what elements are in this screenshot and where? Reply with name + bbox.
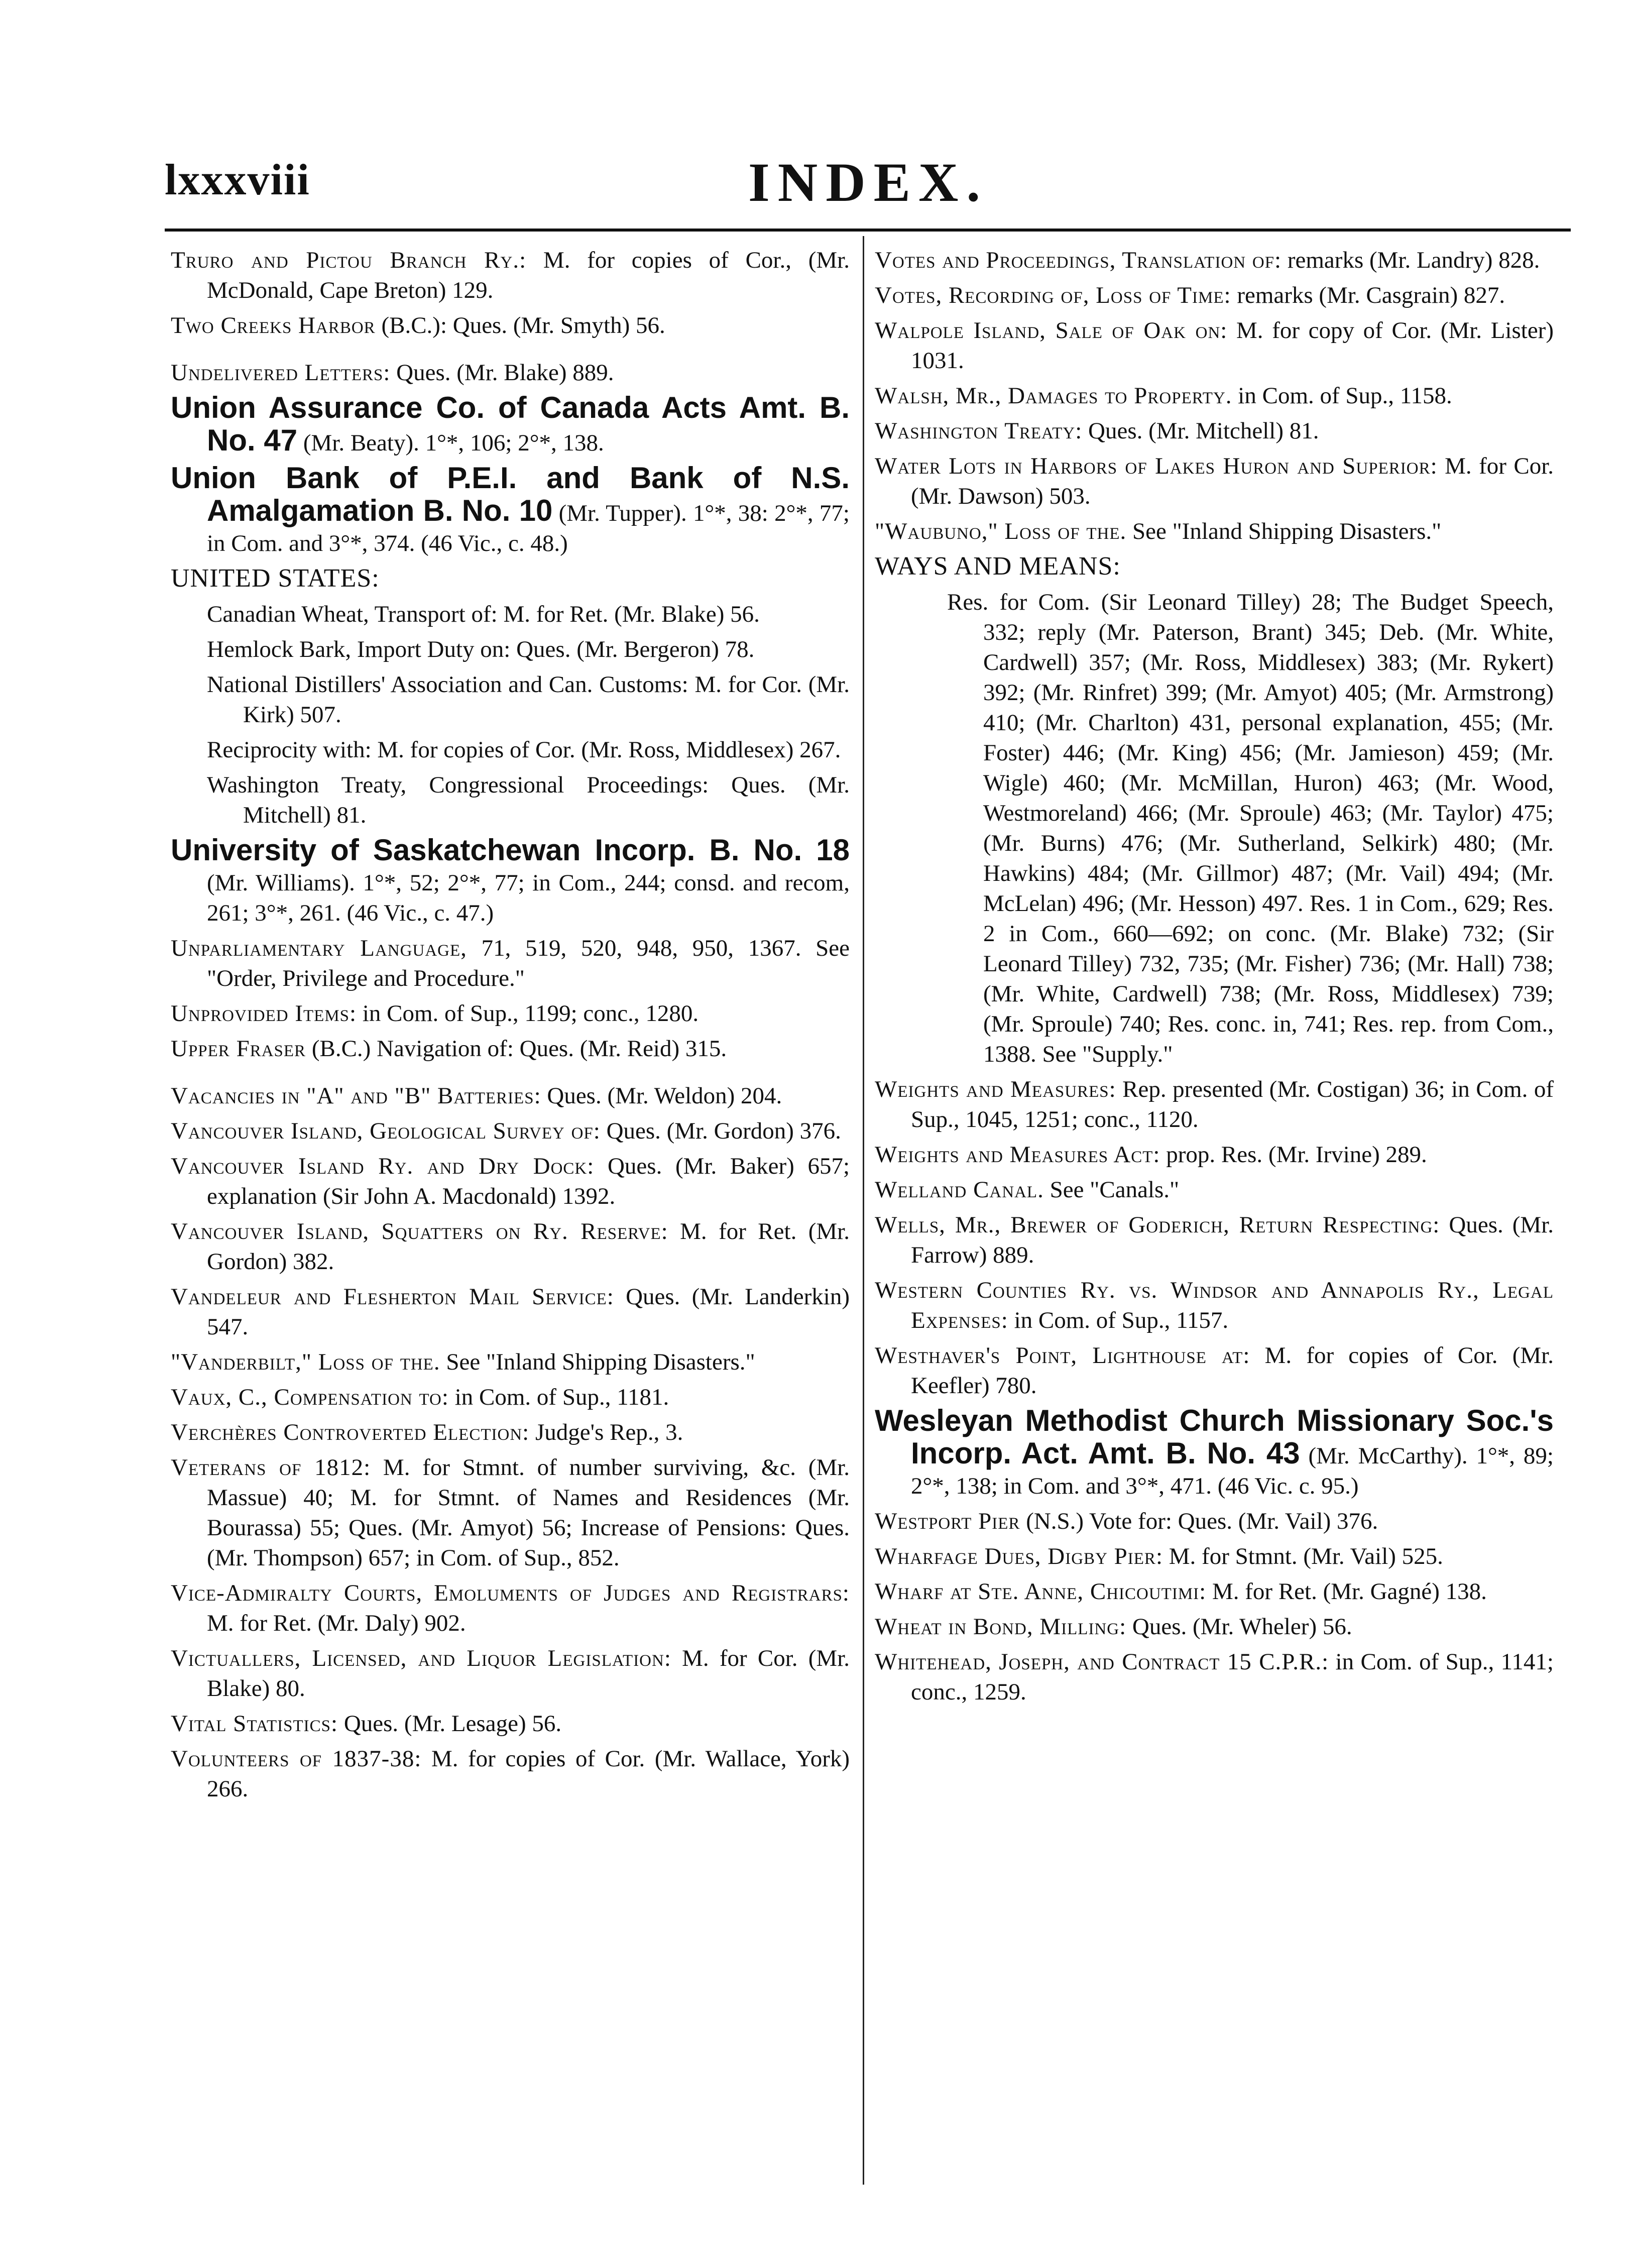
entry-text: See "Canals." [1043, 1177, 1180, 1203]
entry-heading: Vaux, C., Compensation to: [171, 1384, 449, 1410]
page-title: INDEX. [748, 152, 988, 213]
entry-heading: Wharfage Dues, Digby Pier: [875, 1543, 1163, 1569]
index-entry [171, 1151, 850, 1211]
index-entry [171, 1578, 850, 1638]
index-entry [875, 1576, 1554, 1607]
entry-text: Res. for Com. (Sir Leonard Tilley) 28; The Budget Speech, 332; reply (Mr. Paterson, Brant) 345; Deb. (Mr. White, Cardwell) 357; (Mr. Ross, Middlesex) 383; (Mr. Rykert) 392; (Mr. Rinfret) 399; (Mr. Amyot) 405; (Mr. Armstrong) 410; (Mr. Charlton) 431, personal explanation, 455; (Mr. Foster) 446; (Mr. King) 456; (Mr. Jamieson) 459; (Mr. Wigle) 460; (Mr. McMillan, Huron) 463; (Mr. Wood, Westmoreland) 466; (Mr. Sproule) 463; (Mr. Taylor) 475; (Mr. Burns) 476; (Mr. Sutherland, Selkirk) 480; (Mr. Hawkins) 484; (Mr. Gillmor) 487; (Mr. Vail) 494; (Mr. McLelan) 496; (Mr. Hesson) 497. Res. 1 in Com., 629; Res. 2 in Com., 660—692; on conc. (Mr. Blake) 732; (Sir Leonard Tilley) 732, 735; (Mr. Fisher) 736; (Mr. Hall) 738; (Mr. White, Cardwell) 738; (Mr. Ross, Middlesex) 739; (Mr. Sproule) 740; Res. conc. in, 741; Res. rep. from Com., 1388. See "Supply." [947, 589, 1554, 1067]
index-entry [875, 1275, 1554, 1335]
entry-heading: Welland Canal. [875, 1177, 1044, 1203]
index-entry [875, 451, 1554, 511]
entry-text: remarks (Mr. Landry) 828. [1282, 247, 1540, 273]
entry-heading: Truro and Pictou Branch Ry.: [171, 247, 527, 273]
entry-text: M. for Cor. (Mr. Blake) 80. [207, 1645, 850, 1702]
index-entry [875, 1612, 1554, 1642]
index-entry [875, 381, 1554, 411]
index-entry [875, 245, 1554, 275]
entry-heading: Vancouver Island, Squatters on Ry. Reserve: [171, 1218, 668, 1244]
index-entry [171, 463, 850, 558]
entry-heading: Wesleyan Methodist Church Missionary Soc.'s Incorp. Act. Amt. B. No. 43 [875, 1404, 1554, 1470]
entry-text: Ques. (Mr. Lesage) 56. [338, 1711, 562, 1737]
index-entry [171, 933, 850, 993]
entry-text: (Mr. Williams). 1°*, 52; 2°*, 77; in Com., 244; consd. and recom, 261; 3°*, 261. (46 Vic., c. 47.) [207, 870, 850, 926]
entry-heading: Weights and Measures Act: [875, 1142, 1160, 1168]
sub-entry [171, 669, 850, 730]
entry-text: M. for Ret. (Mr. Gordon) 382. [207, 1218, 850, 1275]
entry-heading: Unprovided Items: [171, 1000, 357, 1027]
index-entry [171, 1382, 850, 1412]
entry-text: (B.C.): Ques. (Mr. Smyth) 56. [375, 312, 665, 338]
entry-heading: UNITED STATES: [171, 564, 380, 593]
index-entry [875, 1340, 1554, 1401]
entry-heading: Union Bank of P.E.I. and Bank of N.S. Amalgamation B. No. 10 [171, 461, 850, 527]
entry-text: Canadian Wheat, Transport of: M. for Ret. (Mr. Blake) 56. [207, 601, 760, 627]
entry-heading: Vacancies in "A" and "B" Batteries: [171, 1083, 541, 1109]
entry-text: Ques. (Mr. Baker) 657; explanation (Sir John A. Macdonald) 1392. [207, 1153, 850, 1209]
entry-heading: University of Saskatchewan Incorp. B. No. 18 [171, 833, 850, 867]
entry-heading: Vandeleur and Flesherton Mail Service: [171, 1284, 614, 1310]
entry-heading: Votes, Recording of, Loss of Time: [875, 282, 1231, 308]
entry-heading: Upper Fraser [171, 1036, 306, 1062]
entry-heading: Whitehead, Joseph, and Contract 15 C.P.R.: [875, 1649, 1329, 1675]
right-column [875, 245, 1554, 1712]
entry-text: Hemlock Bark, Import Duty on: Ques. (Mr. Bergeron) 78. [207, 636, 755, 662]
index-entry [875, 1506, 1554, 1536]
index-entry [875, 1647, 1554, 1707]
entry-text: in Com. of Sup., 1157. [1008, 1307, 1229, 1333]
entry-heading: Walsh, Mr., Damages to Property. [875, 383, 1232, 409]
entry-text: remarks (Mr. Casgrain) 827. [1231, 282, 1505, 308]
sub-entry [171, 599, 850, 629]
index-entry [171, 1643, 850, 1704]
index-entry [171, 1709, 850, 1739]
index-entry [875, 280, 1554, 310]
left-column [171, 245, 850, 1809]
header-rule [165, 229, 1571, 232]
index-entry [875, 1210, 1554, 1270]
entry-heading: Wheat in Bond, Milling: [875, 1614, 1127, 1640]
entry-heading: Vice-Admiralty Courts, Emoluments of Judges and Registrars: [171, 1580, 850, 1606]
entry-text: Ques. (Mr. Weldon) 204. [541, 1083, 782, 1109]
entry-text: Ques. (Mr. Mitchell) 81. [1082, 418, 1319, 444]
entry-heading: Verchères Controverted Election: [171, 1419, 530, 1445]
index-entry [171, 1282, 850, 1342]
entry-text: 71, 519, 520, 948, 950, 1367. See "Order, Privilege and Procedure." [207, 935, 850, 991]
entry-text: National Distillers' Association and Can. Customs: M. for Cor. (Mr. Kirk) 507. [207, 671, 850, 728]
entry-text: See "Inland Shipping Disasters." [1126, 518, 1442, 544]
index-entry [171, 245, 850, 305]
entry-text: prop. Res. (Mr. Irvine) 289. [1160, 1142, 1427, 1168]
entry-text: Ques. (Mr. Farrow) 889. [911, 1212, 1554, 1268]
entry-heading: Unparliamentary Language, [171, 935, 467, 961]
entry-heading: Water Lots in Harbors of Lakes Huron and Superior: [875, 453, 1438, 479]
entry-heading: Wells, Mr., Brewer of Goderich, Return Respecting: [875, 1212, 1440, 1238]
sub-entry [171, 770, 850, 830]
entry-text: M. for Stmnt. of number surviving, &c. (Mr. Massue) 40; M. for Stmnt. of Names and Residences (Mr. Bourassa) 55; Ques. (Mr. Amyot) 56; Increase of Pensions: Ques. (Mr. Thompson) 657; in Com. of Sup., 852. [207, 1454, 850, 1571]
index-entry [171, 358, 850, 388]
index-entry [171, 1417, 850, 1447]
entry-heading: Union Assurance Co. of Canada Acts Amt. B. No. 47 [171, 391, 850, 457]
index-entry [875, 516, 1554, 546]
section-heading [875, 551, 1554, 582]
entry-text: Rep. presented (Mr. Costigan) 36; in Com. of Sup., 1045, 1251; conc., 1120. [911, 1076, 1554, 1132]
entry-heading: Votes and Proceedings, Translation of: [875, 247, 1282, 273]
entry-heading: Vancouver Island Ry. and Dry Dock: [171, 1153, 595, 1179]
index-entry [875, 315, 1554, 376]
entry-text: M. for copy of Cor. (Mr. Lister) 1031. [911, 317, 1554, 374]
entry-text: (Mr. McCarthy). 1°*, 89; 2°*, 138; in Com. and 3°*, 471. (46 Vic. c. 95.) [911, 1443, 1554, 1499]
entry-text: in Com. of Sup., 1158. [1232, 383, 1452, 409]
index-entry [875, 1541, 1554, 1571]
index-entry [875, 416, 1554, 446]
sub-entry [171, 735, 850, 765]
entry-heading: Vital Statistics: [171, 1711, 338, 1737]
index-entry [171, 1744, 850, 1804]
entry-text: Ques. (Mr. Landerkin) 547. [207, 1284, 850, 1340]
entry-text: M. for Ret. (Mr. Daly) 902. [207, 1610, 466, 1636]
entry-heading: Vancouver Island, Geological Survey of: [171, 1118, 601, 1144]
index-entry [171, 1034, 850, 1064]
entry-heading: Walpole Island, Sale of Oak on: [875, 317, 1228, 344]
entry-text: in Com. of Sup., 1141; conc., 1259. [911, 1649, 1554, 1705]
entry-text: Reciprocity with: M. for copies of Cor. (Mr. Ross, Middlesex) 267. [207, 737, 841, 763]
index-entry [171, 998, 850, 1029]
index-entry [171, 1347, 850, 1377]
entry-heading: Victuallers, Licensed, and Liquor Legislation: [171, 1645, 671, 1671]
entry-text: M. for copies of Cor., (Mr. McDonald, Cape Breton) 129. [207, 247, 850, 303]
entry-heading: Veterans of 1812: [171, 1454, 371, 1481]
entry-text: M. for Ret. (Mr. Gagné) 138. [1206, 1578, 1487, 1605]
entry-text: Judge's Rep., 3. [529, 1419, 683, 1445]
entry-text: in Com. of Sup., 1181. [448, 1384, 669, 1410]
entry-text: Ques. (Mr. Wheler) 56. [1126, 1614, 1352, 1640]
entry-heading: Wharf at Ste. Anne, Chicoutimi: [875, 1578, 1207, 1605]
index-entry [171, 835, 850, 928]
section-heading [171, 563, 850, 594]
entry-text: (N.S.) Vote for: Ques. (Mr. Vail) 376. [1020, 1508, 1378, 1534]
entry-heading: Undelivered Letters: [171, 360, 391, 386]
index-entry [171, 1452, 850, 1573]
sub-entry [171, 634, 850, 664]
entry-heading: Two Creeks Harbor [171, 312, 376, 338]
entry-text: (Mr. Tupper). 1°*, 38: 2°*, 77; in Com. and 3°*, 374. (46 Vic., c. 48.) [207, 500, 850, 556]
index-entry [171, 310, 850, 341]
index-entry [875, 1074, 1554, 1135]
entry-heading: Washington Treaty: [875, 418, 1083, 444]
index-entry [875, 1406, 1554, 1501]
entry-heading: "Vanderbilt," Loss of the. [171, 1349, 440, 1375]
entry-text: Washington Treaty, Congressional Proceedings: Ques. (Mr. Mitchell) 81. [207, 772, 850, 828]
entry-heading: Volunteers of 1837-38: [171, 1746, 422, 1772]
entry-heading: Weights and Measures: [875, 1076, 1116, 1102]
entry-text: in Com. of Sup., 1199; conc., 1280. [357, 1000, 699, 1027]
entry-text: M. for Stmnt. (Mr. Vail) 525. [1163, 1543, 1443, 1569]
entry-heading: Westport Pier [875, 1508, 1020, 1534]
entry-heading: WAYS AND MEANS: [875, 552, 1121, 581]
entry-heading: Westhaver's Point, Lighthouse at: [875, 1342, 1250, 1369]
index-entry [875, 1140, 1554, 1170]
column-divider [863, 236, 864, 2185]
index-entry [171, 1081, 850, 1111]
entry-text: M. for Cor. (Mr. Dawson) 503. [911, 453, 1554, 509]
sub-entry [875, 587, 1554, 1069]
entry-text: Ques. (Mr. Gordon) 376. [600, 1118, 841, 1144]
index-entry [171, 393, 850, 458]
entry-text: (B.C.) Navigation of: Ques. (Mr. Reid) 315. [306, 1036, 727, 1062]
index-entry [875, 1175, 1554, 1205]
index-entry [171, 1216, 850, 1277]
entry-text: See "Inland Shipping Disasters." [440, 1349, 755, 1375]
page-number: lxxxviii [165, 156, 310, 204]
entry-heading: Western Counties Ry. vs. Windsor and Annapolis Ry., Legal Expenses: [875, 1277, 1554, 1333]
entry-text: Ques. (Mr. Blake) 889. [390, 360, 614, 386]
entry-heading: "Waubuno," Loss of the. [875, 518, 1127, 544]
entry-text: M. for copies of Cor. (Mr. Wallace, York) 266. [207, 1746, 850, 1802]
entry-text: M. for copies of Cor. (Mr. Keefler) 780. [911, 1342, 1554, 1399]
index-entry [171, 1116, 850, 1146]
entry-text: (Mr. Beaty). 1°*, 106; 2°*, 138. [297, 430, 604, 456]
